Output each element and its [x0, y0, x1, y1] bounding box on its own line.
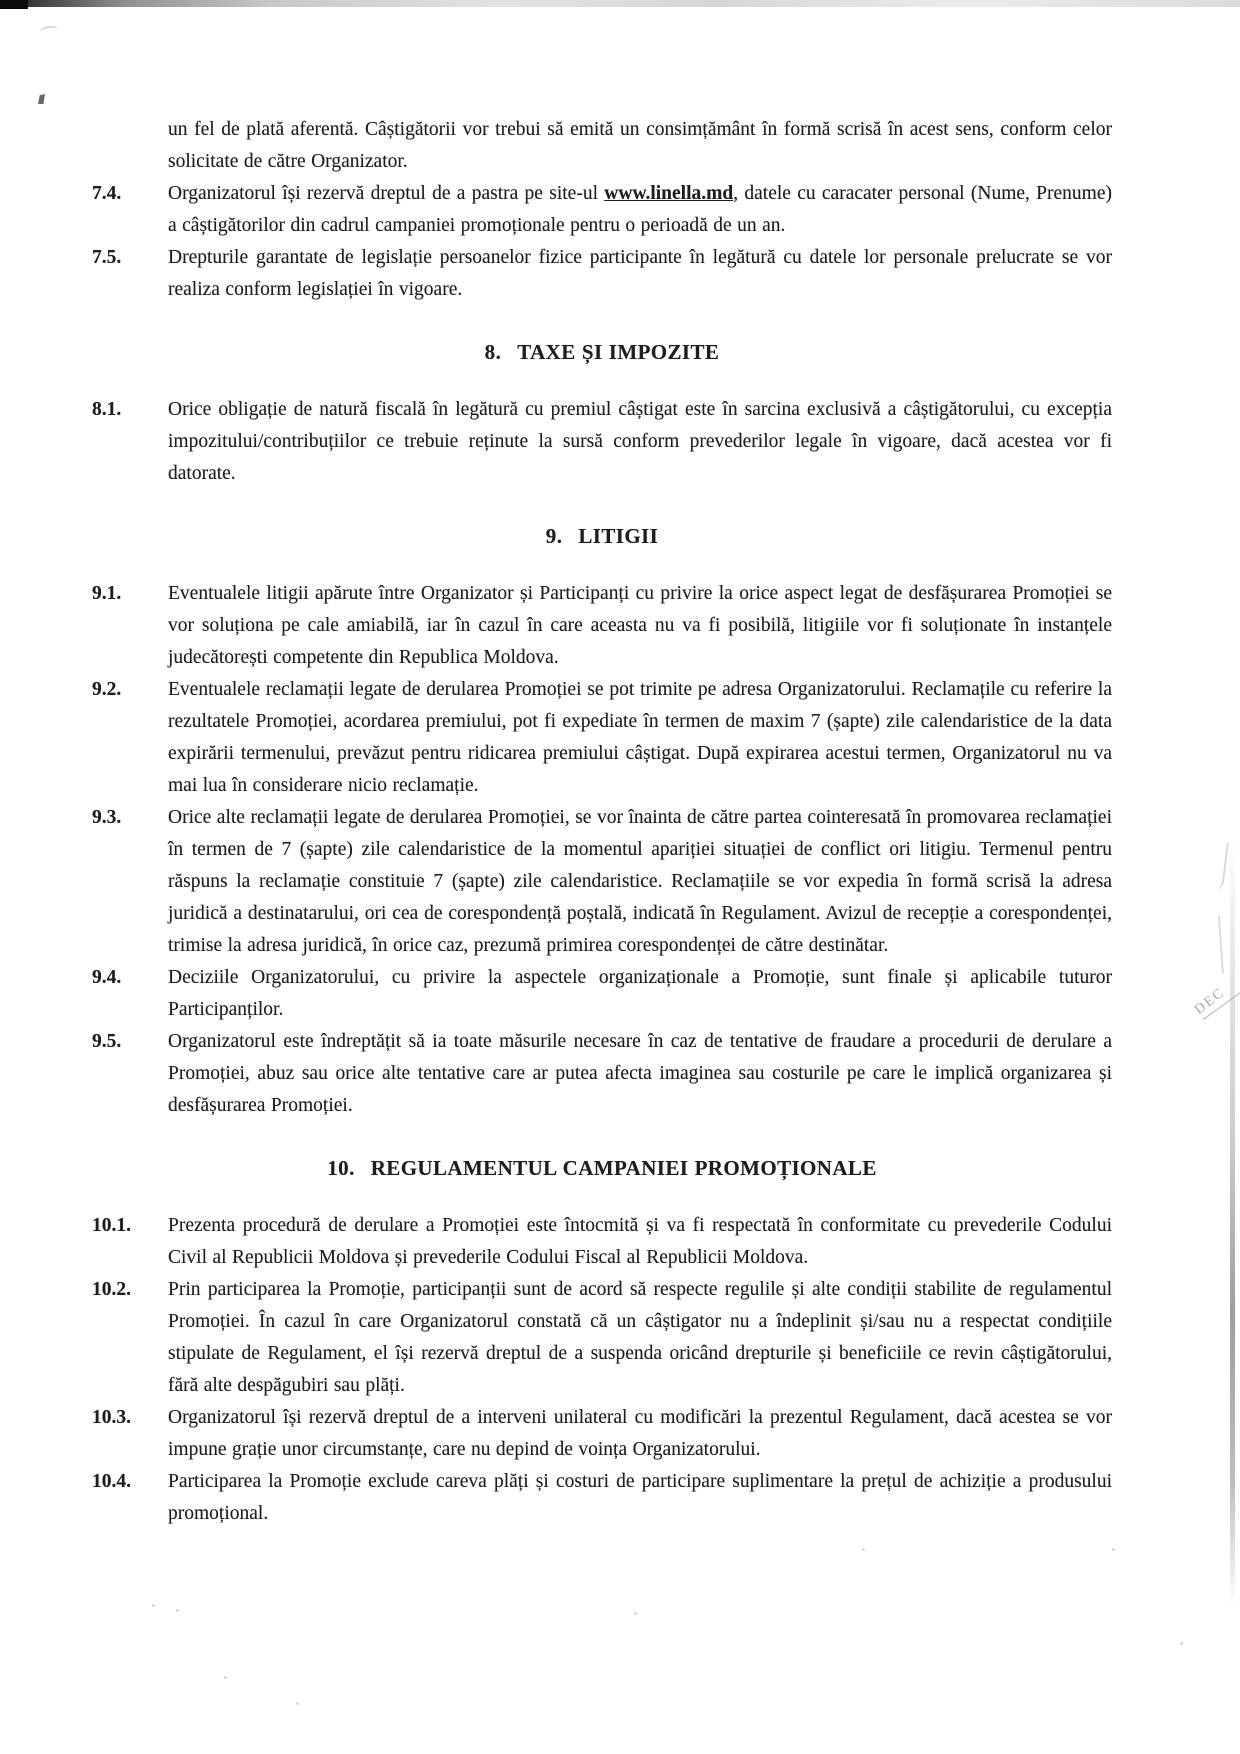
clause-9-1: [92, 578, 1112, 674]
clause-9-4: [92, 962, 1112, 1026]
clause-9-2-number: 9.2.: [92, 679, 122, 700]
stamp-text-fragment: DEC: [1192, 985, 1229, 1018]
clause-7-4-text-before: Organizatorul își rezervă dreptul de a pastra pe site-ul: [168, 183, 605, 204]
clause-9-5-number: 9.5.: [92, 1031, 122, 1052]
scan-right-edge-shadow: [1230, 836, 1235, 1606]
section-8-heading: [92, 336, 1112, 368]
scan-ink-blot: [38, 94, 45, 104]
section-9-number: 9.: [545, 524, 563, 548]
clause-8-1-number: 8.1.: [92, 399, 122, 420]
clause-7-3-continuation-text: un fel de plată aferentă. Câștigătorii vor trebui să emită un consimțământ în formă scrisă în acest sens, conform celor solicitate de către Organizator.: [168, 119, 1112, 172]
scan-speck: [1112, 1548, 1115, 1551]
linella-url: www.linella.md: [604, 183, 734, 204]
section-10-heading: [92, 1152, 1112, 1184]
clause-7-4-text: [168, 178, 1112, 242]
clause-7-5-text: Drepturile garantate de legislație persoanelor fizice participante în legătură cu datele lor personale prelucrate se vor realiza conform legislației în vigoare.: [168, 247, 1112, 300]
scan-speck: [634, 1612, 637, 1615]
document-content: [92, 114, 1112, 1530]
clause-9-3: [92, 802, 1112, 962]
clause-9-1-number: 9.1.: [92, 583, 122, 604]
clause-10-3-text: Organizatorul își rezervă dreptul de a interveni unilateral cu modificări la prezentul Regulament, dacă acestea se vor impune grație unor circumstanțe, care nu depind de voința Organizatorului.: [168, 1407, 1112, 1460]
clause-8-1-text: Orice obligație de natură fiscală în legătură cu premiul câștigat este în sarcina exclusivă a câștigătorului, cu excepția impozitului/contribuțiilor ce trebuie reținute la sursă conform prevederilor legale în vigoare, dacă acestea vor fi datorate.: [168, 399, 1112, 484]
section-8-title: TAXE ȘI IMPOZITE: [517, 340, 720, 364]
margin-pen-scratch: [1211, 841, 1229, 890]
clause-9-4-number: 9.4.: [92, 967, 122, 988]
clause-10-2: [92, 1274, 1112, 1402]
clause-9-2: [92, 674, 1112, 802]
clause-10-4-text: Participarea la Promoție exclude careva plăți și costuri de participare suplimentare la prețul de achiziție a produsului promoțional.: [168, 1471, 1112, 1524]
clause-9-3-number: 9.3.: [92, 807, 122, 828]
scan-top-edge-artifact: [0, 0, 1240, 7]
clause-9-5-text: Organizatorul este îndreptățit să ia toate măsurile necesare în caz de tentative de fraudare a procedurii de derulare a Promoției, abuz sau orice alte tentative care ar putea afecta imaginea sau costurile pe care le implică organizarea și desfășurarea Promoției.: [168, 1031, 1112, 1116]
clause-9-4-text: Deciziile Organizatorului, cu privire la aspectele organizaționale a Promoție, sunt finale și aplicabile tuturor Participanților.: [168, 967, 1112, 1020]
clause-10-1-number: 10.1.: [92, 1215, 131, 1236]
section-9-heading: [92, 520, 1112, 552]
scan-speck: [296, 1702, 299, 1705]
clause-7-5: [92, 242, 1112, 306]
section-9-title: LITIGII: [578, 524, 659, 548]
clause-9-1-text: Eventualele litigii apărute între Organizator și Participanți cu privire la orice aspect legat de desfășurarea Promoției se vor soluționa pe cale amiabilă, iar în cazul în care aceasta nu va fi posibilă, litigiile vor fi soluționate în instanțele judecătorești competente din Republica Moldova.: [168, 583, 1112, 668]
clause-10-3-number: 10.3.: [92, 1407, 131, 1428]
scan-speck: [862, 1548, 865, 1551]
clause-10-1: [92, 1210, 1112, 1274]
margin-pen-scratch: [1208, 916, 1224, 975]
scan-speck: [152, 1604, 155, 1607]
clause-10-4: [92, 1466, 1112, 1530]
clause-9-2-text: Eventualele reclamații legate de derularea Promoției se pot trimite pe adresa Organizatorului. Reclamațile cu referire la rezultatele Promoției, acordarea premiului, pot fi expediate în termen de maxim 7 (șapte) zile calendaristice de la data expirării termenului, prevăzut pentru ridicarea premiului câștigat. După expirarea acestui termen, Organizatorul nu va mai lua în considerare nicio reclamație.: [168, 679, 1112, 796]
scan-speck: [1180, 1642, 1183, 1645]
section-10-number: 10.: [327, 1156, 355, 1180]
section-8-number: 8.: [484, 340, 502, 364]
clause-7-4-text-after: , datele cu caracater personal (Nume, Prenume) a câștigătorilor din cadrul campaniei promoționale pentru o perioadă de un an.: [168, 183, 1112, 236]
clause-10-4-number: 10.4.: [92, 1471, 131, 1492]
clause-9-3-text: Orice alte reclamații legate de derularea Promoției, se vor înainta de către partea cointeresată în promovarea reclamației în termen de 7 (șapte) zile calendaristice de la momentul apariției situației de conflict ori litigiu. Termenul pentru răspuns la reclamație constituie 7 (șapte) zile calendaristice. Reclamațiile se vor expedia în formă scrisă la adresa juridică a destinatarului, ori cea de corespondență poștală, indicată în Regulament. Avizul de recepție a corespondenței, trimise la adresa juridică, în orice caz, prezumă primirea corespondenței de către destinătar.: [168, 807, 1112, 956]
clause-10-1-text: Prezenta procedură de derulare a Promoției este întocmită și va fi respectată în conformitate cu prevederile Codului Civil al Republicii Moldova și prevederile Codului Fiscal al Republicii Moldova.: [168, 1215, 1112, 1268]
clause-10-3: [92, 1402, 1112, 1466]
clause-8-1: [92, 394, 1112, 490]
section-10-title: REGULAMENTUL CAMPANIEI PROMOȚIONALE: [370, 1156, 877, 1180]
clause-10-2-number: 10.2.: [92, 1279, 131, 1300]
clause-7-5-number: 7.5.: [92, 247, 122, 268]
scan-smudge-mark: [39, 25, 58, 36]
scan-speck: [224, 1676, 227, 1679]
scan-speck: [176, 1609, 179, 1612]
clause-7-4-number: 7.4.: [92, 183, 122, 204]
clause-10-2-text: Prin participarea la Promoție, participanții sunt de acord să respecte regulile și alte condiții stabilite de regulamentul Promoției. În cazul în care Organizatorul constată că un câștigator nu a îndeplinit și/sau nu a respectat condițiile stipulate de Regulament, el își rezervă dreptul de a suspenda oricând drepturile și beneficiile ce revin câștigătorului, fără alte despăgubiri sau plăți.: [168, 1279, 1112, 1396]
clause-9-5: [92, 1026, 1112, 1122]
clause-7-4: [92, 178, 1112, 242]
